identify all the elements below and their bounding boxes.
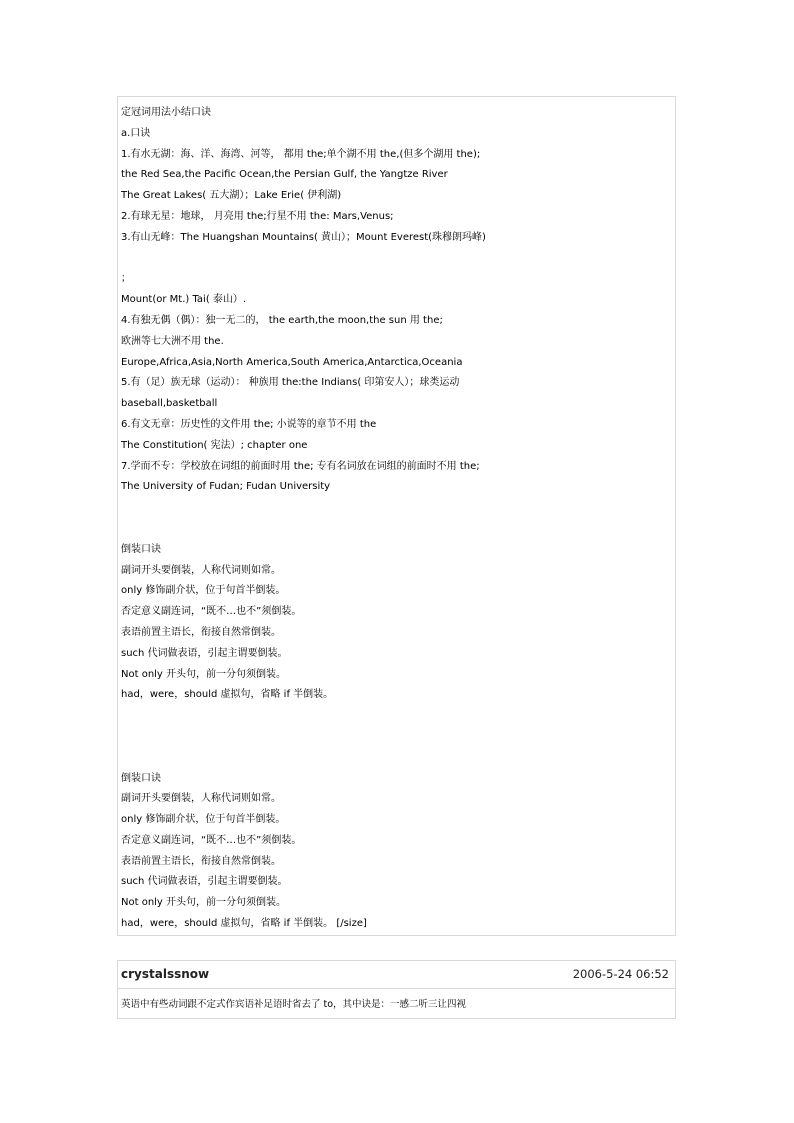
- post-line: 欧洲等七大洲不用 the.: [121, 335, 224, 347]
- post-line: had，were，should 虚拟句，省略 if 半倒装。 [/size]: [121, 918, 367, 930]
- post-line: a.口诀: [121, 127, 151, 139]
- post-line: 否定意义副连词，“既不…也不”须倒装。: [121, 606, 302, 618]
- post-line: the Red Sea,the Pacific Ocean,the Persian Gulf, the Yangtze River: [121, 169, 448, 181]
- post-content: [117, 96, 676, 936]
- post-line: 表语前置主语长，衔接自然常倒装。: [121, 626, 281, 638]
- post-line: 倒装口诀: [121, 543, 161, 555]
- post-line: 副词开头要倒装，人称代词则如常。: [121, 564, 281, 576]
- post-line: baseball,basketball: [121, 398, 218, 410]
- post-line: [121, 748, 672, 769]
- post-line: 6.有文无章：历史性的文件用 the; 小说等的章节不用 the: [121, 418, 377, 430]
- post-line: [121, 706, 672, 727]
- post-line: Not only 开头句，前一分句须倒装。: [121, 897, 287, 909]
- post-line: [121, 727, 672, 748]
- post-line: [121, 519, 672, 540]
- post-line: such 代词做表语，引起主谓要倒装。: [121, 876, 288, 888]
- post-line: 3.有山无峰：The Huangshan Mountains( 黄山）；Mount Everest(珠穆朗玛峰): [121, 231, 486, 243]
- post-line: only 修饰副介状，位于句首半倒装。: [121, 814, 286, 826]
- post-line: 7.学而不专：学校放在词组的前面时用 the; 专有名词放在词组的前面时不用 the;: [121, 460, 480, 472]
- post-line: only 修饰副介状，位于句首半倒装。: [121, 585, 286, 597]
- post-line: 2.有球无星：地球， 月亮用 the;行星不用 the: Mars,Venus;: [121, 210, 394, 222]
- post-line: 表语前置主语长，衔接自然常倒装。: [121, 855, 281, 867]
- post-line: Mount(or Mt.) Tai( 泰山）.: [121, 294, 247, 306]
- post-line: had，were，should 虚拟句，省略 if 半倒装。: [121, 689, 334, 701]
- reply-timestamp: 2006-5-24 06:52: [572, 967, 669, 981]
- post-line: 5.有（足）族无球（运动）： 种族用 the:the Indians( 印第安人）；球类运动: [121, 377, 460, 389]
- post-line: ；: [121, 273, 131, 285]
- post-line: 定冠词用法小结口诀: [121, 107, 211, 118]
- post-line: 否定意义副连词，“既不…也不”须倒装。: [121, 834, 302, 846]
- post-line: 4.有独无偶（偶）：独一无二的， the earth,the moon,the sun 用 the;: [121, 314, 443, 326]
- post-line: 倒装口诀: [121, 772, 161, 784]
- post-line: [121, 498, 672, 519]
- post-line: Not only 开头句，前一分句须倒装。: [121, 668, 287, 680]
- post-line: Europe,Africa,Asia,North America,South America,Antarctica,Oceania: [121, 356, 463, 368]
- reply-header: [117, 960, 676, 988]
- post-line: The University of Fudan; Fudan University: [121, 481, 331, 493]
- post-line: 1.有水无湖：海、洋、海湾、河等， 都用 the;单个湖不用 the,(但多个湖用 the);: [121, 148, 481, 160]
- post-line: [121, 249, 672, 270]
- post-line: The Great Lakes( 五大湖）；Lake Erie( 伊利湖): [121, 190, 342, 202]
- reply-body: 英语中有些动词跟不定式作宾语补足语时省去了 to，其中诀是：一感二听三让四视: [117, 988, 676, 1019]
- post-line: 副词开头要倒装，人称代词则如常。: [121, 793, 281, 805]
- post-line: such 代词做表语，引起主谓要倒装。: [121, 647, 288, 659]
- post-line: The Constitution( 宪法）; chapter one: [121, 439, 308, 451]
- reply-author[interactable]: crystalssnow: [121, 967, 210, 981]
